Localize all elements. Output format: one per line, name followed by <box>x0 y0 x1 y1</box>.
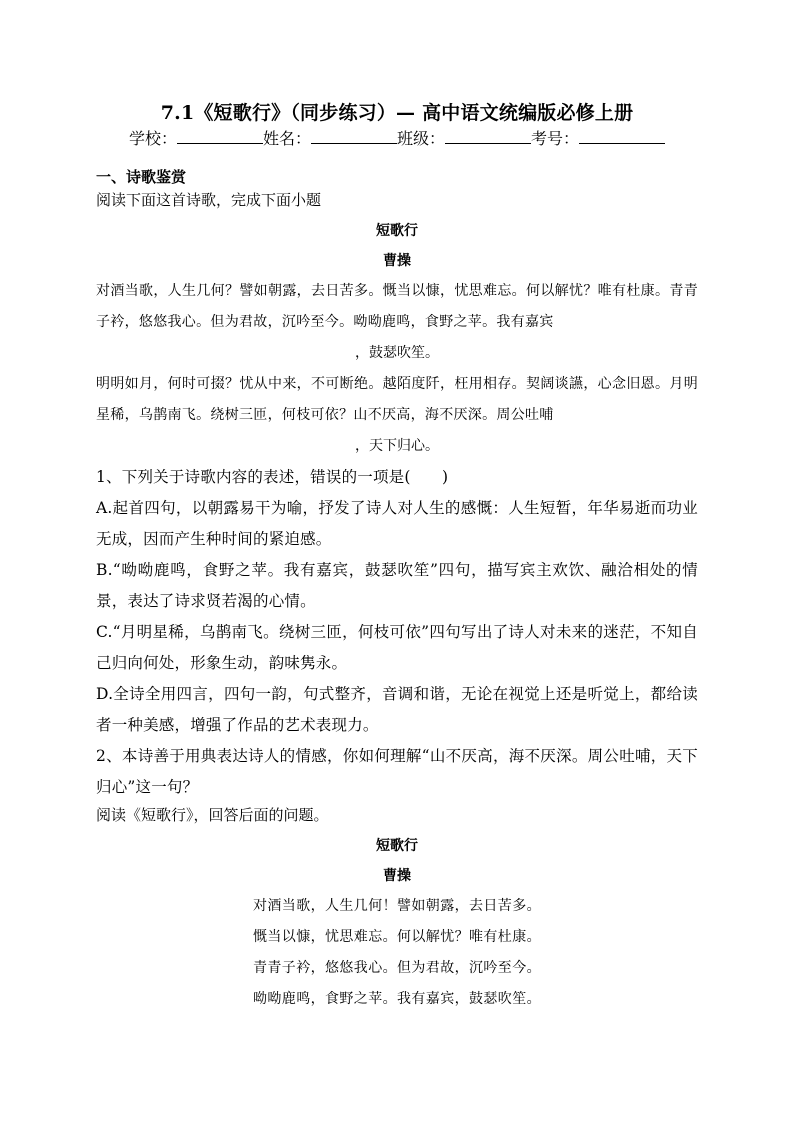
section-instruction: 阅读下面这首诗歌，完成下面小题 <box>96 191 322 209</box>
school-blank[interactable] <box>177 129 263 144</box>
poem-paragraph-2-tail: ，天下归心。 <box>355 438 439 454</box>
poem-2-line: 呦呦鹿鸣，食野之苹。我有嘉宾，鼓瑟吹笙。 <box>253 991 541 1007</box>
name-blank[interactable] <box>311 129 397 144</box>
student-info-line <box>0 126 794 149</box>
question-1-option-d: D.全诗全用四言，四句一韵，句式整齐，音调和谐，无论在视觉上还是听觉上，都给读者一种美感，增强了作品的艺术表现力。 <box>96 685 698 734</box>
poem-paragraph-2: 明明如月，何时可掇？忧从中来，不可断绝。越陌度阡，枉用相存。契阔谈讌，心念旧恩。月明星稀，乌鹊南飞。绕树三匝，何枝可依？山不厌高，海不厌深。周公吐哺 <box>96 376 698 423</box>
section-heading: 一、诗歌鉴赏 <box>96 168 187 186</box>
section-2-instruction: 阅读《短歌行》，回答后面的问题。 <box>96 806 329 824</box>
poem-2-line: 慨当以慷，忧思难忘。何以解忧？唯有杜康。 <box>253 929 541 945</box>
document-body <box>96 162 698 1015</box>
poem-2-line: 对酒当歌，人生几何！譬如朝露，去日苦多。 <box>253 898 541 914</box>
poem-paragraph-1-tail: ，鼓瑟吹笙。 <box>355 345 439 361</box>
question-1-option-b: B.“呦呦鹿鸣，食野之苹。我有嘉宾，鼓瑟吹笙”四句，描写宾主欢饮、融洽相处的情景，表达了诗求贤若渴的心情。 <box>96 561 698 610</box>
page-title: 7.1《短歌行》（同步练习）— 高中语文统编版必修上册 <box>160 102 634 124</box>
question-1-stem: 1、下列关于诗歌内容的表述，错误的一项是( ) <box>96 468 449 486</box>
class-label: 班级： <box>397 129 446 148</box>
poem-2-line: 青青子衿，悠悠我心。但为君故，沉吟至今。 <box>253 960 541 976</box>
poem-author: 曹操 <box>383 253 411 269</box>
question-2-stem: 2、本诗善于用典表达诗人的情感，你如何理解“山不厌高，海不厌深。周公吐哺，天下归心”这一句？ <box>96 747 698 796</box>
poem-2-title: 短歌行 <box>376 838 418 854</box>
poem-2-author: 曹操 <box>383 868 411 884</box>
poem-title: 短歌行 <box>376 223 418 239</box>
poem-paragraph-1: 对酒当歌，人生几何？譬如朝露，去日苦多。慨当以慷，忧思难忘。何以解忧？唯有杜康。青青子衿，悠悠我心。但为君故，沉吟至今。呦呦鹿鸣，食野之苹。我有嘉宾 <box>96 283 698 330</box>
number-blank[interactable] <box>579 129 665 144</box>
class-blank[interactable] <box>445 129 531 144</box>
school-label: 学校： <box>128 129 177 148</box>
question-1-option-a: A.起首四句，以朝露易干为喻，抒发了诗人对人生的感慨：人生短暂，年华易逝而功业无成，因而产生种时间的紧迫感。 <box>96 499 698 548</box>
number-label: 考号： <box>531 129 580 148</box>
question-1-option-c: C.“月明星稀，乌鹊南飞。绕树三匝，何枝可依”四句写出了诗人对未来的迷茫，不知自己归向何处，形象生动，韵味隽永。 <box>96 623 698 672</box>
name-label: 姓名： <box>262 129 311 148</box>
